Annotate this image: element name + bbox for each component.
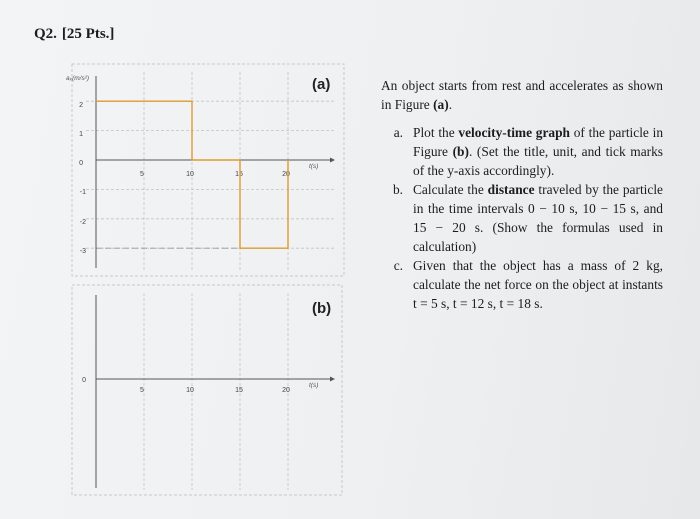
figure-a-y-tick: 1 <box>79 131 83 138</box>
figure-a-label: (a) <box>312 76 331 93</box>
figure-a-x-tick: 10 <box>186 171 194 178</box>
part-b-text-1: Calculate the <box>413 182 488 197</box>
intro-text: An object starts from rest and accelerates as shown in Figure <box>381 78 663 112</box>
figure-b-x-tick: 5 <box>140 387 144 394</box>
part-a-bold-1: velocity-time graph <box>458 125 570 140</box>
figure-a-x-tick: 20 <box>282 171 290 178</box>
part-a-text-3: . (Set the title, unit, and tick marks of the y-axis accordingly). <box>413 144 663 178</box>
intro-figure-ref: (a) <box>433 97 449 112</box>
part-a-text <box>413 123 663 180</box>
figure-b-x-tick: 15 <box>235 387 243 394</box>
figure-a-y-tick: -3 <box>79 248 86 255</box>
part-a <box>381 123 663 180</box>
part-a-text-1: Plot the <box>413 125 459 140</box>
figure-a-x-tick: 15 <box>235 171 243 178</box>
part-b-text-2: traveled by the particle in the time intervals 0 − 10 s, 10 − 15 s, and 15 − 20 s. (Show the formulas used in calculation) <box>413 182 663 254</box>
figure-b-grid <box>144 293 288 490</box>
figure-a-y-tick: -2 <box>79 219 86 226</box>
figure-a-x-tick: 5 <box>140 171 144 178</box>
intro-period: . <box>448 97 453 112</box>
figure-a-y-axis-label: aₓ(m/s²) <box>66 75 90 82</box>
part-b <box>381 180 663 256</box>
figure-a-y-tick: 0 <box>79 160 83 167</box>
figure-b-x-axis-label: t(s) <box>309 382 319 389</box>
figure-b-frame <box>72 285 342 495</box>
part-b-bold-1: distance <box>487 182 535 197</box>
figure-b-x-arrow-icon <box>330 377 335 382</box>
question-number: Q2. <box>34 26 57 42</box>
figure-a-x-axis-label: t(s) <box>309 163 319 170</box>
part-a-bold-2: (b) <box>452 144 469 159</box>
part-c-text: Given that the object has a mass of 2 kg, calculate the net force on the object at instants t = 5 s, t = 12 s, t = 18 s. <box>413 258 663 311</box>
figure-b-x-tick: 20 <box>282 387 290 394</box>
part-b-marker: b. <box>392 182 403 197</box>
part-c-marker: c. <box>393 258 403 273</box>
figure-a-frame <box>72 64 344 276</box>
figure-b-label: (b) <box>312 300 332 317</box>
question-points: [25 Pts.] <box>61 26 115 42</box>
part-a-marker: a. <box>393 125 403 140</box>
figure-b-y-tick: 0 <box>82 377 86 384</box>
figure-a-y-tick: -1 <box>79 189 86 196</box>
problem-text <box>381 76 663 313</box>
figure-a-x-arrow-icon <box>330 158 335 163</box>
part-b-text <box>413 180 663 256</box>
part-a-text-2: of the particle in Figure <box>413 125 664 159</box>
problem-intro <box>381 76 663 114</box>
part-c <box>381 256 663 313</box>
figure-b-x-tick: 10 <box>186 387 194 394</box>
figure-a-y-tick: 2 <box>79 102 83 109</box>
